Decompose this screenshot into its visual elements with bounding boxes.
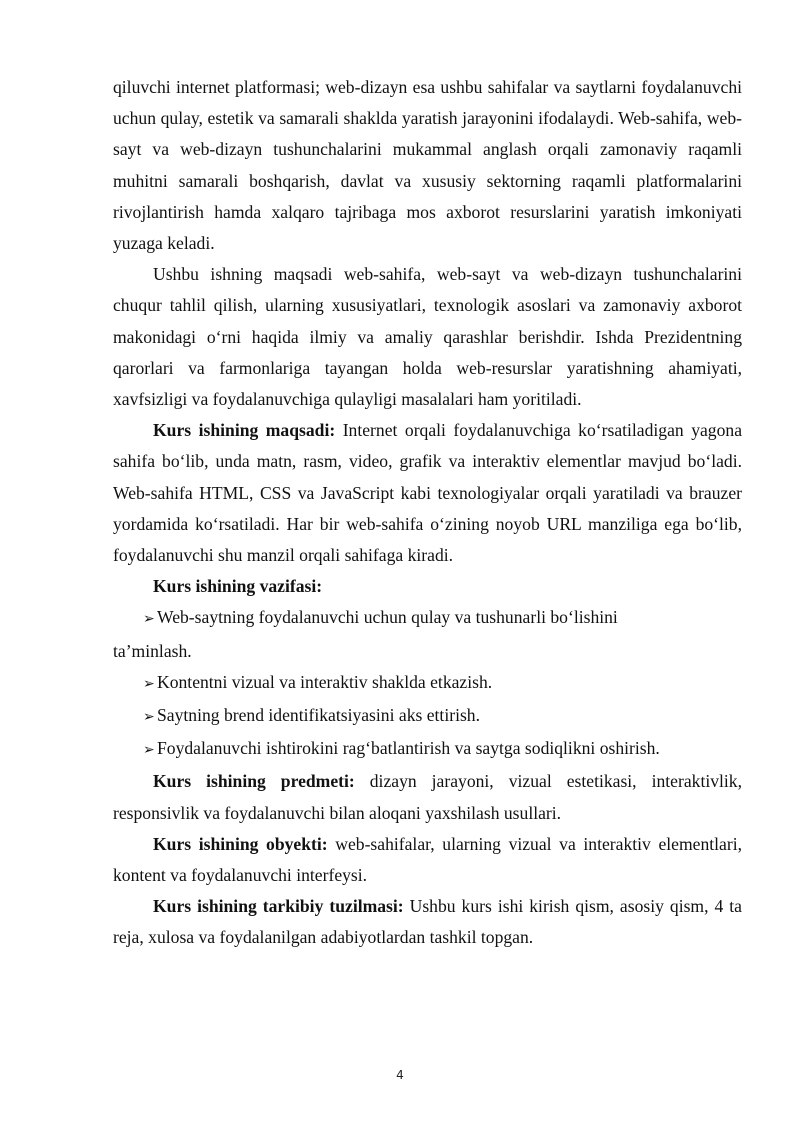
paragraph-intro-continuation: qiluvchi internet platformasi; web-dizayn esa ushbu sahifalar va saytlarni foydalanuvchi uchun qulay, estetik va samarali shaklda yaratish jarayonini ifodalaydi. Web-sahifa, web-sayt va web-dizayn tushunchalarini mukammal anglash orqali zamonaviy raqamli muhitni samarali boshqarish, davlat va xususiy sektorning raqamli platformalarini rivojlantirish hamda xalqaro tajribaga mos axborot resurslarini yaratish imkoniyati yuzaga keladi. (113, 77, 742, 254)
goal-label: Kurs ishining maqsadi: (153, 420, 336, 441)
subject-label: Kurs ishining predmeti: (153, 771, 355, 792)
bullet-arrow-icon: ➢ (143, 612, 155, 628)
object-text: web-sahifalar, ularning vizual va interaktiv elementlari, kontent va foydalanuvchi interfeysi. (113, 833, 742, 886)
paragraph-object (113, 829, 742, 891)
task-item-3 (113, 700, 742, 733)
task-item-1-continuation: ta’minlash. (113, 640, 192, 661)
task-item-text: Kontentni vizual va interaktiv shaklda etkazish. (157, 671, 493, 692)
paragraph-purpose: Ushbu ishning maqsadi web-sahifa, web-sayt va web-dizayn tushunchalarini chuqur tahlil qilish, ularning xususiyatlari, texnologik asoslari va zamonaviy axborot makonidagi o‘rni haqida ilmiy va amaliy qarashlar berishdir. Ishda Prezidentning qarorlari va farmonlariga tayangan holda web-resurslar yaratishning ahamiyati, xavfsizligi va foydalanuvchiga qulayligi masalalari ham yoritiladi. (113, 264, 742, 410)
paragraph-subject (113, 766, 742, 828)
bullet-arrow-icon: ➢ (143, 710, 155, 726)
document-page (113, 72, 742, 954)
task-item-text: Saytning brend identifikatsiyasini aks ettirish. (157, 705, 480, 726)
paragraph-goal (113, 415, 742, 571)
task-item-1 (113, 602, 742, 635)
object-label: Kurs ishining obyekti: (153, 833, 328, 854)
tasks-label: Kurs ishining vazifasi: (153, 576, 323, 597)
tasks-heading (113, 571, 742, 602)
paragraph-structure (113, 891, 742, 953)
bullet-arrow-icon: ➢ (143, 676, 155, 692)
task-item-2 (113, 667, 742, 700)
task-item-text: Web-saytning foydalanuvchi uchun qulay va tushunarli bo‘lishini (157, 607, 618, 628)
structure-label: Kurs ishining tarkibiy tuzilmasi: (153, 896, 404, 917)
bullet-arrow-icon: ➢ (143, 743, 155, 759)
page-number: 4 (396, 1068, 404, 1082)
task-item-4 (113, 733, 742, 766)
structure-text: Ushbu kurs ishi kirish qism, asosiy qism, 4 ta reja, xulosa va foydalanilgan adabiyotlardan tashkil topgan. (113, 896, 742, 948)
subject-text: dizayn jarayoni, vizual estetikasi, interaktivlik, responsivlik va foydalanuvchi bilan aloqani yaxshilash usullari. (113, 771, 742, 823)
goal-text: Internet orqali foydalanuvchiga ko‘rsatiladigan yagona sahifa bo‘lib, unda matn, rasm, video, grafik va interaktiv elementlar mavjud bo‘ladi. Web-sahifa HTML, CSS va JavaScript kabi texnologiyalar orqali yaratiladi va brauzer yordamida ko‘rsatiladi. Har bir web-sahifa o‘zining noyob URL manziliga ega bo‘lib, foydalanuvchi shu manzil orqali sahifaga kiradi. (113, 420, 742, 566)
task-item-text: Foydalanuvchi ishtirokini rag‘batlantirish va saytga sodiqlikni oshirish. (157, 738, 660, 759)
